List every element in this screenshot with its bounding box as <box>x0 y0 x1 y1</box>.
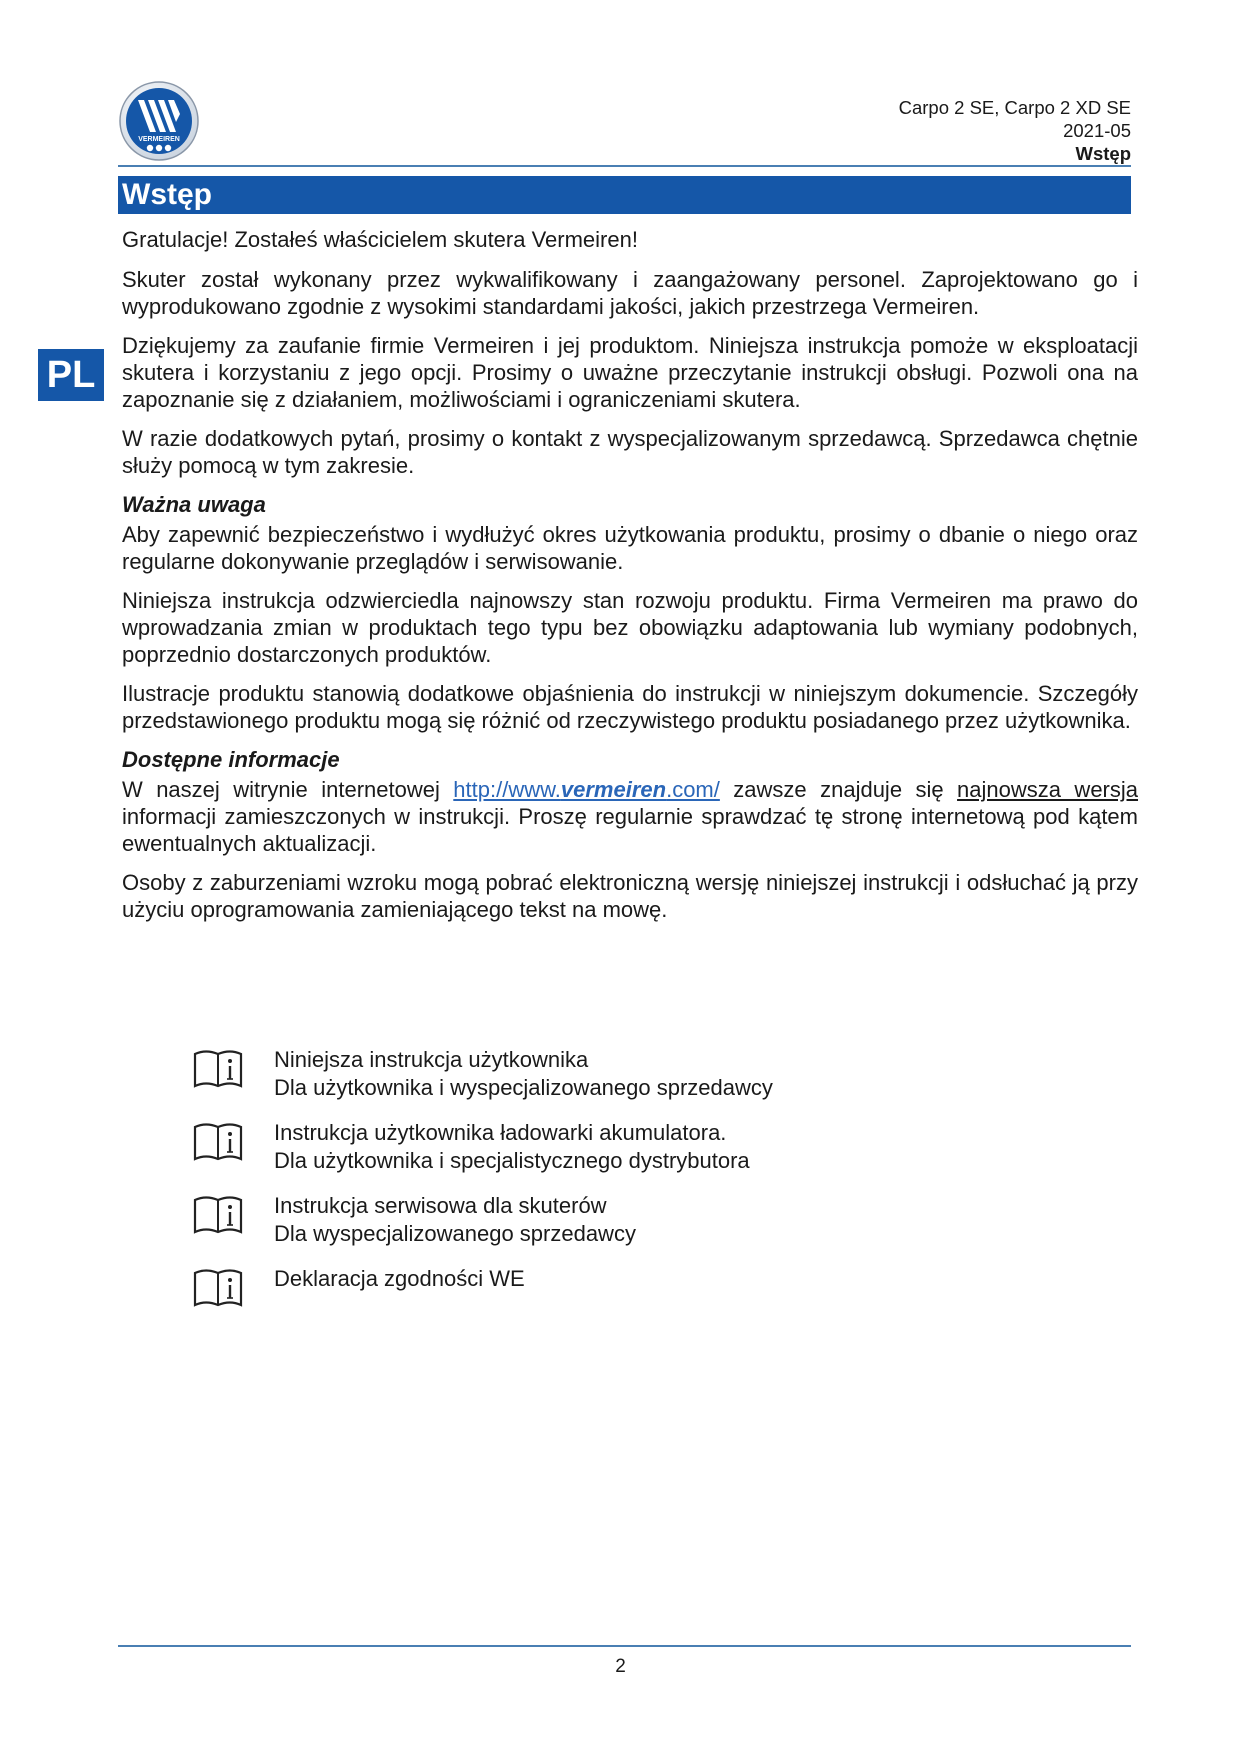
available-info-paragraph-2: Osoby z zaburzeniami wzroku mogą pobrać elektroniczną wersję niniejszej instrukcji i odsłuchać ją przy użyciu oprogramowania zamieniającego tekst na mowę. <box>122 870 1138 922</box>
available-info-heading: Dostępne informacje <box>122 747 340 772</box>
manual-book-icon <box>192 1194 244 1236</box>
intro-paragraph-4: W razie dodatkowych pytań, prosimy o kontakt z wyspecjalizowanym sprzedawcą. Sprzedawca chętnie służy pomocą w tym zakresie. <box>122 426 1138 478</box>
document-title: Instrukcja użytkownika ładowarki akumulatora. <box>274 1120 727 1145</box>
footer-divider <box>118 1645 1131 1647</box>
manual-book-icon <box>192 1267 244 1309</box>
link-suffix: .com/ <box>666 777 720 802</box>
document-item <box>192 1192 1092 1265</box>
vermeiren-logo <box>118 80 200 162</box>
document-title: Instrukcja serwisowa dla skuterów <box>274 1193 607 1218</box>
website-text-before: W naszej witrynie internetowej <box>122 777 454 802</box>
website-text-mid: zawsze znajduje się <box>719 777 958 802</box>
document-title: Niniejsza instrukcja użytkownika <box>274 1047 589 1072</box>
document-text <box>274 1119 750 1175</box>
document-audience: Dla użytkownika i specjalistycznego dystrybutora <box>274 1148 750 1173</box>
important-paragraph-3: Ilustracje produktu stanowią dodatkowe objaśnienia do instrukcji w niniejszym dokumencie. Szczegóły przedstawionego produktu mogą się różnić od rzeczywistego produktu posiadanego przez użytkownika. <box>122 681 1138 733</box>
main-content <box>122 226 1138 935</box>
header-divider <box>118 165 1131 167</box>
intro-paragraph-2: Skuter został wykonany przez wykwalifikowany i zaangażowany personel. Zaprojektowano go i wyprodukowano zgodnie z wysokimi standardami jakości, jakich przestrzega Vermeiren. <box>122 267 1138 319</box>
intro-paragraph-3: Dziękujemy za zaufanie firmie Vermeiren i jej produktom. Niniejsza instrukcja pomoże w eksploatacji skutera i korzystaniu z jego opcji. Prosimy o uważne przeczytanie instrukcji obsługi. Pozwoli ona na zapoznanie się z działaniem, możliwościami i ograniczeniami skutera. <box>122 333 1138 412</box>
header-meta <box>899 96 1131 165</box>
latest-version-text: najnowsza wersja <box>957 777 1139 802</box>
document-text <box>274 1265 525 1293</box>
link-bold: vermeiren <box>560 777 667 802</box>
manual-book-icon <box>192 1121 244 1163</box>
document-audience: Dla wyspecjalizowanego sprzedawcy <box>274 1221 636 1246</box>
document-text <box>274 1192 636 1248</box>
vermeiren-website-link[interactable] <box>453 777 720 802</box>
document-item <box>192 1046 1092 1119</box>
website-text-after: informacji zamieszczonych w instrukcji. Proszę regularnie sprawdzać tę stronę internetową pod kątem ewentualnych aktualizacji. <box>122 804 1138 856</box>
language-tab: PL <box>38 349 104 401</box>
document-date: 2021-05 <box>1063 120 1131 141</box>
document-audience: Dla użytkownika i wyspecjalizowanego sprzedawcy <box>274 1075 773 1100</box>
available-info-paragraph-1 <box>122 776 1138 857</box>
page-number: 2 <box>615 1656 626 1677</box>
document-text <box>274 1046 773 1102</box>
important-paragraph-1: Aby zapewnić bezpieczeństwo i wydłużyć okres użytkowania produktu, prosimy o dbanie o niego oraz regularne dokonywanie przeglądów i serwisowanie. <box>122 522 1138 574</box>
document-item <box>192 1265 1092 1338</box>
document-audience: Deklaracja zgodności WE <box>274 1266 525 1291</box>
page-title: Wstęp <box>118 176 1131 214</box>
intro-paragraph-1: Gratulacje! Zostałeś właścicielem skutera Vermeiren! <box>122 227 638 252</box>
document-item <box>192 1119 1092 1192</box>
section-name: Wstęp <box>1075 143 1131 164</box>
logo-text: VERMEIREN <box>138 136 180 143</box>
documents-list <box>192 1046 1092 1338</box>
important-heading: Ważna uwaga <box>122 492 266 517</box>
link-prefix: http://www. <box>453 777 561 802</box>
important-paragraph-2: Niniejsza instrukcja odzwierciedla najnowszy stan rozwoju produktu. Firma Vermeiren ma prawo do wprowadzania zmian w produktach tego typu bez obowiązku adaptowania lub wymiany podobnych, poprzednio dostarczonych produktów. <box>122 588 1138 667</box>
manual-book-icon <box>192 1048 244 1090</box>
product-name: Carpo 2 SE, Carpo 2 XD SE <box>898 97 1131 118</box>
